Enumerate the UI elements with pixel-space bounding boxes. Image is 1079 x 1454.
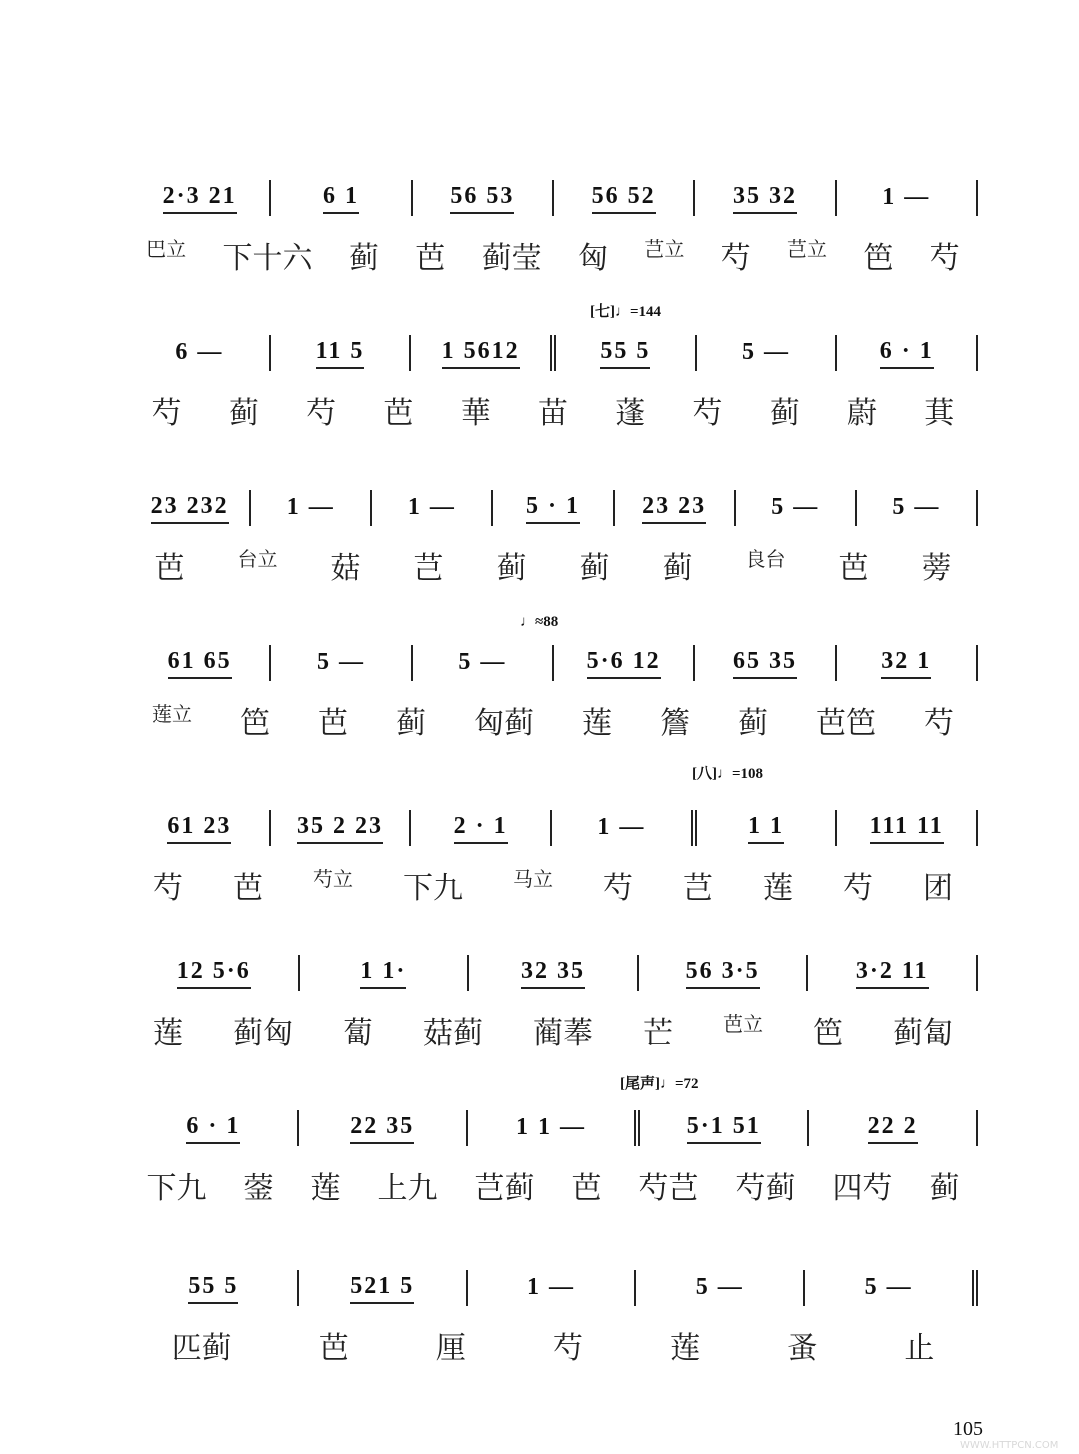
measure	[411, 813, 550, 844]
measure	[271, 649, 410, 678]
notes: 32 1	[881, 648, 931, 679]
notes: 11 5	[316, 338, 365, 369]
tablature-glyph: 芑	[413, 551, 444, 586]
notes: 5 —	[458, 648, 507, 675]
tablature-glyph: 莲	[670, 1331, 701, 1366]
tablature-glyph: 菇蓟	[423, 1016, 483, 1051]
measure	[469, 958, 637, 989]
staff-row	[128, 488, 978, 528]
tablature-glyph: 芑	[683, 871, 713, 906]
tablature-glyph: 芍	[151, 396, 182, 431]
tablature-glyph: 蔺菶	[533, 1016, 593, 1051]
tablature-glyph: 蓟	[348, 241, 379, 276]
notes: 61 23	[167, 813, 231, 844]
notes: 12 5·6	[177, 958, 251, 989]
notes: 55 5	[600, 338, 650, 369]
notes: 5 —	[316, 648, 365, 675]
measure	[736, 494, 855, 523]
notes: 35 2 23	[297, 813, 383, 844]
measure	[130, 1273, 297, 1304]
tablature-glyph: 蚤	[787, 1331, 818, 1366]
notes: 1 —	[526, 1273, 575, 1300]
notes: 111 11	[870, 813, 944, 844]
barline	[976, 645, 978, 681]
measure	[805, 1274, 972, 1303]
section-marker-coda: [尾声]♩=72	[620, 1076, 699, 1092]
barline	[976, 490, 978, 526]
measure	[299, 1273, 466, 1304]
tablature-glyph: 蓟匐	[893, 1016, 953, 1051]
measure	[837, 338, 976, 369]
measure	[130, 958, 298, 989]
measure	[271, 183, 410, 214]
tablature-glyph: 芑蓟	[474, 1171, 535, 1206]
measure	[130, 813, 269, 844]
tablature-glyph: 芭	[318, 706, 348, 741]
tablature-glyph: 芒	[643, 1016, 673, 1051]
staff-row	[128, 333, 978, 373]
notes: 1 1·	[360, 958, 406, 989]
measure	[251, 494, 370, 523]
notes: 23 232	[151, 493, 229, 524]
tablature-glyph: 芍芑	[638, 1171, 699, 1206]
tablature-glyph: 芭立	[723, 1012, 763, 1036]
notes: 1 1	[748, 813, 784, 844]
staff-row	[128, 808, 978, 848]
tablature-glyph: 芭	[571, 1171, 602, 1206]
tablature-glyph: 芍	[603, 871, 633, 906]
measure	[130, 183, 269, 214]
measure	[615, 493, 734, 524]
measure	[372, 494, 491, 523]
measure	[413, 183, 552, 214]
tablature-glyph: 芑立	[787, 237, 828, 261]
notes: 521 5	[350, 1273, 414, 1304]
notes: 65 35	[733, 648, 797, 679]
page-number: 105	[953, 1418, 983, 1440]
tablature-glyph: 厘	[435, 1331, 466, 1366]
tablature-glyph: 下九	[146, 1171, 207, 1206]
measure	[695, 183, 834, 214]
tablature-glyph: 笆	[813, 1016, 843, 1051]
tablature-row	[128, 388, 978, 432]
notes: 56 3·5	[686, 958, 760, 989]
notes: 5 · 1	[526, 493, 580, 524]
tablature-glyph: 蔔	[343, 1016, 373, 1051]
measure	[809, 1113, 976, 1144]
tablature-glyph: 下十六	[222, 241, 313, 276]
tablature-glyph: 芍	[720, 241, 751, 276]
measure	[271, 813, 410, 844]
tablature-glyph: 蓟	[496, 551, 527, 586]
notes: 32 35	[521, 958, 585, 989]
measure	[130, 1113, 297, 1144]
notes: 3·2 11	[856, 958, 929, 989]
measure	[271, 338, 410, 369]
tablature-glyph: 匈蓟	[474, 706, 534, 741]
barline	[976, 1110, 978, 1146]
measure	[808, 958, 976, 989]
notes: 6 —	[175, 338, 224, 365]
notes: 6 1	[323, 183, 359, 214]
staff-row	[128, 1268, 978, 1308]
measure	[493, 493, 612, 524]
tablature-glyph: 芭	[838, 551, 869, 586]
measure	[554, 183, 693, 214]
tablature-glyph: 蓥	[243, 1171, 274, 1206]
measure	[837, 184, 976, 213]
tablature-row	[128, 233, 978, 277]
section-marker-8: [八]♩=108	[692, 766, 764, 782]
tablature-glyph: 莲立	[152, 702, 192, 726]
tablature-glyph: 蔚	[847, 396, 878, 431]
tablature-glyph: 芭	[415, 241, 446, 276]
tablature-row	[128, 863, 978, 907]
tablature-glyph: 蒡	[921, 551, 952, 586]
notes: 23 23	[642, 493, 706, 524]
measure	[697, 813, 836, 844]
measure	[640, 1113, 807, 1144]
notes: 22 2	[868, 1113, 918, 1144]
tablature-glyph: 蓟	[929, 1171, 960, 1206]
notes: 55 5	[188, 1273, 238, 1304]
tablature-glyph: 四芍	[832, 1171, 893, 1206]
measure	[639, 958, 807, 989]
tablature-glyph: 蓟	[738, 706, 768, 741]
measure	[837, 813, 976, 844]
notes: 5 —	[695, 1273, 744, 1300]
tablature-glyph: 蓟匈	[233, 1016, 293, 1051]
tablature-glyph: 上九	[377, 1171, 438, 1206]
notes: 5 —	[771, 493, 820, 520]
tablature-glyph: 匈	[577, 241, 608, 276]
tablature-row	[128, 1008, 978, 1052]
tablature-glyph: 芭笆	[816, 706, 876, 741]
measure	[468, 1274, 635, 1303]
measure	[413, 649, 552, 678]
tablature-row	[128, 698, 978, 742]
notes: 35 32	[733, 183, 797, 214]
staff-row	[128, 953, 978, 993]
staff-row	[128, 178, 978, 218]
notes: 1 —	[286, 493, 335, 520]
measure	[411, 338, 550, 369]
tablature-glyph: 莲	[310, 1171, 341, 1206]
notes: 1 —	[882, 183, 931, 210]
barline	[976, 180, 978, 216]
tablature-glyph: 良台	[745, 547, 786, 571]
barline	[976, 810, 978, 846]
tablature-glyph: 芍	[306, 396, 337, 431]
barline	[976, 955, 978, 991]
tablature-glyph: 蓟	[228, 396, 259, 431]
tempo-marker: ♩≈88	[520, 614, 559, 630]
measure	[695, 648, 834, 679]
tablature-row	[128, 1323, 978, 1367]
tablature-glyph: 芭	[233, 871, 263, 906]
tablature-glyph: 芍	[552, 1331, 583, 1366]
notes: 61 65	[168, 648, 232, 679]
tablature-glyph: 止	[904, 1331, 935, 1366]
staff-row	[128, 643, 978, 683]
notes: 6 · 1	[880, 338, 934, 369]
tablature-glyph: 团	[923, 871, 953, 906]
notes: 1 —	[597, 813, 646, 840]
tablature-glyph: 马立	[513, 867, 553, 891]
notes: 2 · 1	[454, 813, 508, 844]
notes: 56 52	[592, 183, 656, 214]
tablature-glyph: 莲	[582, 706, 612, 741]
tablature-glyph: 蓬	[615, 396, 646, 431]
tablature-glyph: 蓟	[662, 551, 693, 586]
measure	[552, 814, 691, 843]
barline	[972, 1270, 978, 1306]
tablature-glyph: 簷	[660, 706, 690, 741]
notes: 5 —	[864, 1273, 913, 1300]
measure	[468, 1114, 635, 1143]
tablature-glyph: 芍	[692, 396, 723, 431]
barline	[976, 335, 978, 371]
notes: 5 —	[892, 493, 941, 520]
tablature-glyph: 笆	[863, 241, 894, 276]
notes: 5 —	[742, 338, 791, 365]
measure	[636, 1274, 803, 1303]
tablature-glyph: 蓟	[769, 396, 800, 431]
tablature-glyph: 芍蓟	[735, 1171, 796, 1206]
measure	[130, 493, 249, 524]
tablature-glyph: 芭	[154, 551, 185, 586]
tablature-glyph: 巴立	[146, 237, 187, 261]
tablature-row	[128, 543, 978, 587]
measure	[697, 339, 836, 368]
notes: 2·3 21	[163, 183, 237, 214]
measure	[299, 1113, 466, 1144]
tablature-glyph: 芑立	[644, 237, 685, 261]
tablature-glyph: 笆	[240, 706, 270, 741]
tablature-glyph: 芍立	[313, 867, 353, 891]
notes: 1 5612	[442, 338, 520, 369]
tablature-glyph: 苗	[537, 396, 568, 431]
watermark: WWW.HTTPCN.COM	[960, 1440, 1059, 1451]
measure	[300, 958, 468, 989]
measure	[556, 338, 695, 369]
tablature-glyph: 芭	[318, 1331, 349, 1366]
section-marker-7: [七]♩=144	[590, 304, 662, 320]
notes: 6 · 1	[186, 1113, 240, 1144]
measure	[554, 648, 693, 679]
notes: 5·1 51	[687, 1113, 761, 1144]
measure	[130, 648, 269, 679]
tablature-glyph: 菇	[330, 551, 361, 586]
tablature-glyph: 莲	[153, 1016, 183, 1051]
tablature-glyph: 蓟莹	[481, 241, 542, 276]
measure	[857, 494, 976, 523]
notes: 5·6 12	[587, 648, 661, 679]
notes: 1 —	[407, 493, 456, 520]
measure	[837, 648, 976, 679]
notes: 1 1 —	[515, 1113, 586, 1140]
tablature-glyph: 華	[460, 396, 491, 431]
measure	[130, 339, 269, 368]
notes: 22 35	[350, 1113, 414, 1144]
tablature-glyph: 芍	[153, 871, 183, 906]
tablature-glyph: 芍	[929, 241, 960, 276]
tablature-glyph: 芍	[924, 706, 954, 741]
tablature-glyph: 蓟	[579, 551, 610, 586]
tablature-glyph: 下九	[403, 871, 463, 906]
tablature-glyph: 匹蓟	[171, 1331, 232, 1366]
tablature-glyph: 蓟	[396, 706, 426, 741]
tablature-glyph: 台立	[237, 547, 278, 571]
tablature-glyph: 萁	[924, 396, 955, 431]
tablature-row	[128, 1163, 978, 1207]
tablature-glyph: 芍	[843, 871, 873, 906]
tablature-glyph: 芭	[383, 396, 414, 431]
staff-row	[128, 1108, 978, 1148]
notes: 56 53	[450, 183, 514, 214]
tablature-glyph: 莲	[763, 871, 793, 906]
